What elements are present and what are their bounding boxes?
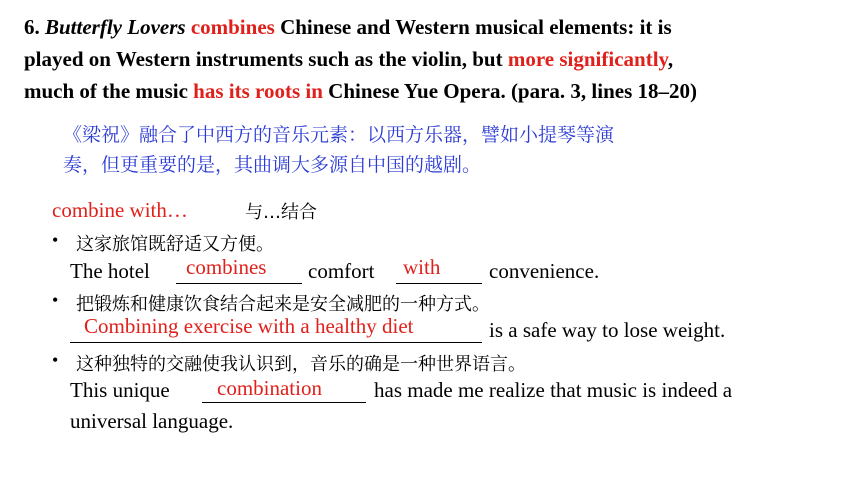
item-2-text: is a safe way to lose weight. [489,318,726,342]
bullet-3: • [52,350,59,370]
keyword-combines: combines [190,15,275,39]
keyword-has-its-roots-in: has its roots in [193,79,323,103]
translation-line-2: 奏，但更重要的是，其曲调大多源自中国的越剧。 [63,154,482,176]
blank-3 [202,402,366,403]
item-1-text-c: convenience. [489,259,600,283]
item-number: 6. [24,15,45,39]
bullet-2: • [52,290,59,310]
item-1-text-a: The hotel [70,259,150,283]
answer-3: combination [217,376,322,400]
bullet-1: • [52,230,59,250]
phrase-english: combine with… [52,198,188,222]
item-3-text-a: This unique [70,378,170,402]
item-3-chinese: 这种独特的交融使我认识到，音乐的确是一种世界语言。 [76,354,526,375]
answer-1a: combines [186,255,267,279]
translation-line-1: 《梁祝》融合了中西方的音乐元素：以西方乐器，譬如小提琴等演 [63,124,615,146]
keyword-more-significantly: more significantly [507,47,668,71]
item-2-chinese: 把锻炼和健康饮食结合起来是安全减肥的一种方式。 [76,294,490,315]
item-1-chinese: 这家旅馆既舒适又方便。 [76,234,274,255]
heading-line-3: much of the music has its roots in Chinese Yue Opera. (para. 3, lines 18–20) [24,79,698,103]
blank-2 [70,342,482,343]
answer-2: Combining exercise with a healthy diet [84,314,414,338]
item-3-text-c: universal language. [70,409,234,433]
blank-1a [176,283,302,284]
song-title: Butterfly Lovers [45,15,186,39]
item-3-text-b: has made me realize that music is indeed a [374,378,733,402]
phrase-chinese: 与…结合 [245,202,317,223]
blank-1b [396,283,482,284]
item-1-text-b: comfort [308,259,375,283]
heading-line-1: 6. Butterfly Lovers combines Chinese and Western musical elements: it is [24,15,672,39]
answer-1b: with [403,255,441,279]
heading-line-2: played on Western instruments such as the violin, but more significantly, [24,47,674,71]
